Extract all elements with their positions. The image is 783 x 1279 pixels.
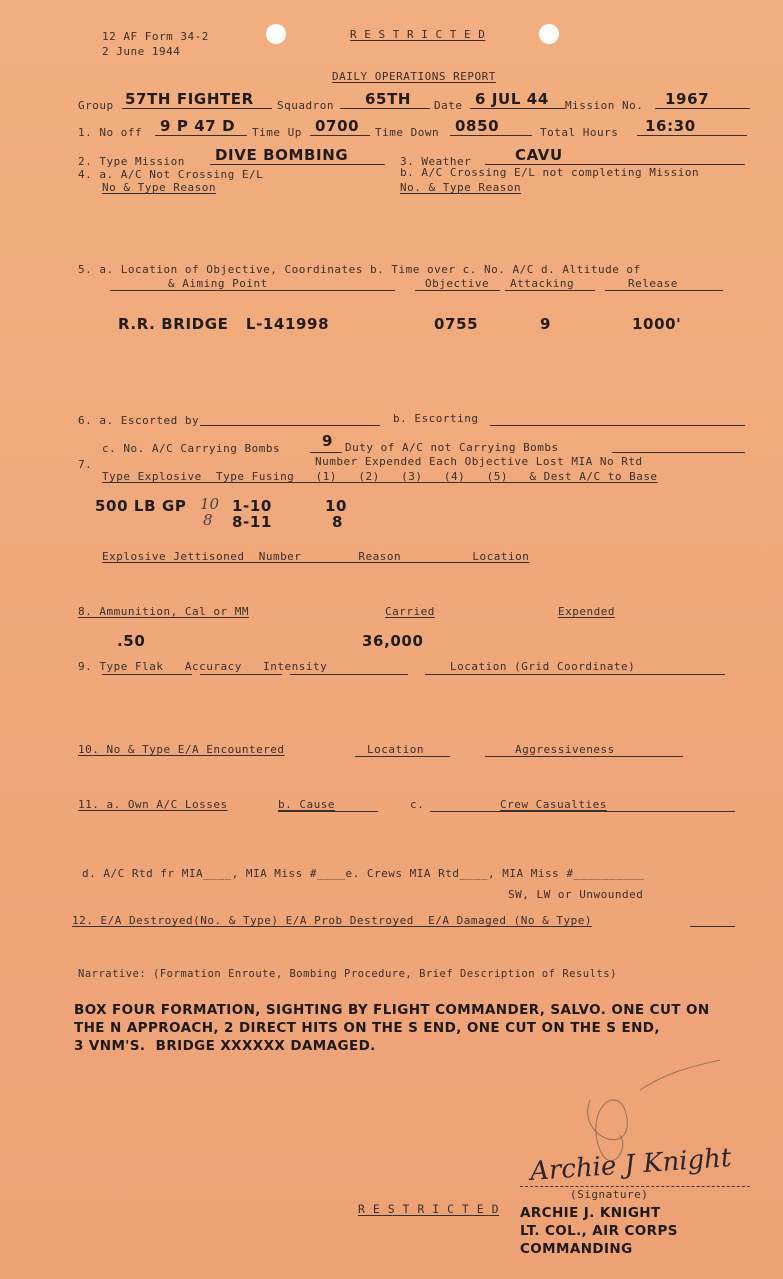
time-up-label: Time Up <box>252 126 302 139</box>
narrative-line-3: 3 VNM'S. BRIDGE XXXXXX DAMAGED. <box>74 1038 376 1054</box>
row12-underline <box>690 926 735 927</box>
group-underline <box>122 108 272 109</box>
row7-head: Number Expended Each Objective Lost MIA No Rtd <box>315 455 643 468</box>
date-label: Date <box>434 99 463 112</box>
restricted-bottom: R E S T R I C T E D <box>358 1202 500 1216</box>
handwritten-count-2: 8 <box>203 511 213 529</box>
signature-line <box>520 1186 750 1187</box>
row7-num: 7. <box>78 458 93 471</box>
type-mission-label: 2. Type Mission <box>78 155 185 168</box>
squadron-label: Squadron <box>277 99 334 112</box>
ammunition-label: 8. Ammunition, Cal or MM <box>78 605 249 618</box>
row4-b-sub: No. & Type Reason <box>400 181 522 194</box>
row11-d: d. A/C Rtd fr MIA____, MIA Miss #____e. Crews MIA Rtd____, MIA Miss #__________ <box>82 867 645 880</box>
page-title: DAILY OPERATIONS REPORT <box>332 70 496 83</box>
caliber-value: .50 <box>117 632 146 650</box>
duty-underline <box>612 452 745 453</box>
row5-sub-a: & Aiming Point <box>168 277 268 290</box>
expended-1-value: 10 <box>325 497 348 515</box>
expended-label: Expended <box>558 605 615 618</box>
row5-line-b <box>415 290 500 291</box>
expended-2-value: 8 <box>332 513 344 531</box>
time-down-value: 0850 <box>455 117 500 135</box>
sw-lw-label: SW, LW or Unwounded <box>508 888 644 901</box>
carrying-bombs-value: 9 <box>322 432 334 450</box>
form-date: 2 June 1944 <box>102 45 181 58</box>
restricted-top: R E S T R I C T E D <box>350 28 486 41</box>
handwritten-count-1: 10 <box>200 495 220 513</box>
total-hours-underline <box>637 135 747 136</box>
flak-location: Location (Grid Coordinate) <box>450 660 636 673</box>
time-over-value: 0755 <box>434 315 479 333</box>
no-off-underline <box>155 135 247 136</box>
squadron-value: 65TH <box>365 90 412 108</box>
row5-sub-d: Release <box>628 277 678 290</box>
row7-sub: Type Explosive Type Fusing (1) (2) (3) (4) (5) & Dest A/C to Base <box>102 470 658 483</box>
type-mission-underline <box>210 164 385 165</box>
fusing-1-value: 1-10 <box>232 497 272 515</box>
row4-a: 4. a. A/C Not Crossing E/L <box>78 168 264 181</box>
time-down-label: Time Down <box>375 126 440 139</box>
flak-underline-3 <box>290 674 408 675</box>
flak-label: 9. Type Flak Accuracy Intensity <box>78 660 328 673</box>
row5-line-c <box>505 290 595 291</box>
total-hours-value: 16:30 <box>645 117 696 135</box>
no-off-value: 9 P 47 D <box>160 117 236 135</box>
own-losses-label: 11. a. Own A/C Losses <box>78 798 228 811</box>
row4-b: b. A/C Crossing E/L not completing Mission <box>400 166 700 179</box>
escorted-label: 6. a. Escorted by <box>78 414 200 427</box>
flak-underline-1 <box>102 674 192 675</box>
carrying-bombs-underline <box>310 452 342 453</box>
aggressiveness-underline <box>485 756 683 757</box>
weather-label: 3. Weather <box>400 155 472 168</box>
aggressiveness-label: Aggressiveness <box>515 743 615 756</box>
cause-underline <box>278 811 378 812</box>
escorting-label: b. Escorting <box>393 412 479 425</box>
escorting-underline <box>490 425 745 426</box>
objective-location-value: R.R. BRIDGE L-141998 <box>118 315 330 333</box>
carried-label: Carried <box>385 605 435 618</box>
punch-hole-left <box>266 24 286 44</box>
row5-line-d <box>605 290 723 291</box>
total-hours-label: Total Hours <box>540 126 619 139</box>
row5-sub-b: Objective <box>425 277 490 290</box>
row11-c: c. <box>410 798 425 811</box>
group-label: Group <box>78 99 114 112</box>
narrative-line-2: THE N APPROACH, 2 DIRECT HITS ON THE S END, ONE CUT ON THE S END, <box>74 1020 660 1036</box>
mission-underline <box>655 108 750 109</box>
form-number: 12 AF Form 34-2 <box>102 30 209 43</box>
time-up-value: 0700 <box>315 117 360 135</box>
commander-name: ARCHIE J. KNIGHT <box>520 1205 661 1221</box>
time-down-underline <box>450 135 532 136</box>
crew-casualties-label: Crew Casualties <box>500 798 607 811</box>
weather-value: CAVU <box>515 146 563 164</box>
escorted-underline <box>200 425 380 426</box>
explosive-type-value: 500 LB GP <box>95 497 187 515</box>
date-underline <box>470 108 565 109</box>
flak-underline-2 <box>200 674 282 675</box>
date-value: 6 JUL 44 <box>475 90 549 108</box>
group-value: 57TH FIGHTER <box>125 90 254 108</box>
no-off-label: 1. No off <box>78 126 143 139</box>
punch-hole-right <box>539 24 559 44</box>
mission-label: Mission No. <box>565 99 644 112</box>
commander-rank: LT. COL., AIR CORPS <box>520 1223 678 1239</box>
narrative-label: Narrative: (Formation Enroute, Bombing Procedure, Brief Description of Results) <box>78 968 617 980</box>
row5-sub-c: Attacking <box>510 277 575 290</box>
ea-location-label: Location <box>367 743 424 756</box>
carried-value: 36,000 <box>362 632 424 650</box>
type-mission-value: DIVE BOMBING <box>215 146 349 164</box>
signature-script: Archie J Knight <box>529 1143 733 1187</box>
ea-location-underline <box>355 756 450 757</box>
carrying-bombs-label: c. No. A/C Carrying Bombs <box>102 442 281 455</box>
row4-a-sub: No & Type Reason <box>102 181 216 194</box>
mission-value: 1967 <box>665 90 710 108</box>
flak-underline-4 <box>425 674 725 675</box>
jettison-header: Explosive Jettisoned Number Reason Location <box>102 550 530 563</box>
time-up-underline <box>310 135 370 136</box>
altitude-value: 1000' <box>632 315 682 333</box>
row5-head: 5. a. Location of Objective, Coordinates b. Time over c. No. A/C d. Altitude of <box>78 263 641 276</box>
row5-line-a <box>110 290 395 291</box>
weather-underline <box>485 164 745 165</box>
cause-label: b. Cause <box>278 798 335 811</box>
no-ac-attacking-value: 9 <box>540 315 552 333</box>
crew-underline <box>430 811 735 812</box>
narrative-line-1: BOX FOUR FORMATION, SIGHTING BY FLIGHT COMMANDER, SALVO. ONE CUT ON <box>74 1002 710 1018</box>
ea-destroyed-label: 12. E/A Destroyed(No. & Type) E/A Prob Destroyed E/A Damaged (No & Type) <box>72 914 592 927</box>
ea-encountered-label: 10. No & Type E/A Encountered <box>78 743 285 756</box>
duty-label: Duty of A/C not Carrying Bombs <box>345 441 559 454</box>
fusing-2-value: 8-11 <box>232 513 272 531</box>
signature-label: (Signature) <box>570 1188 649 1201</box>
squadron-underline <box>340 108 430 109</box>
commander-role: COMMANDING <box>520 1241 633 1257</box>
